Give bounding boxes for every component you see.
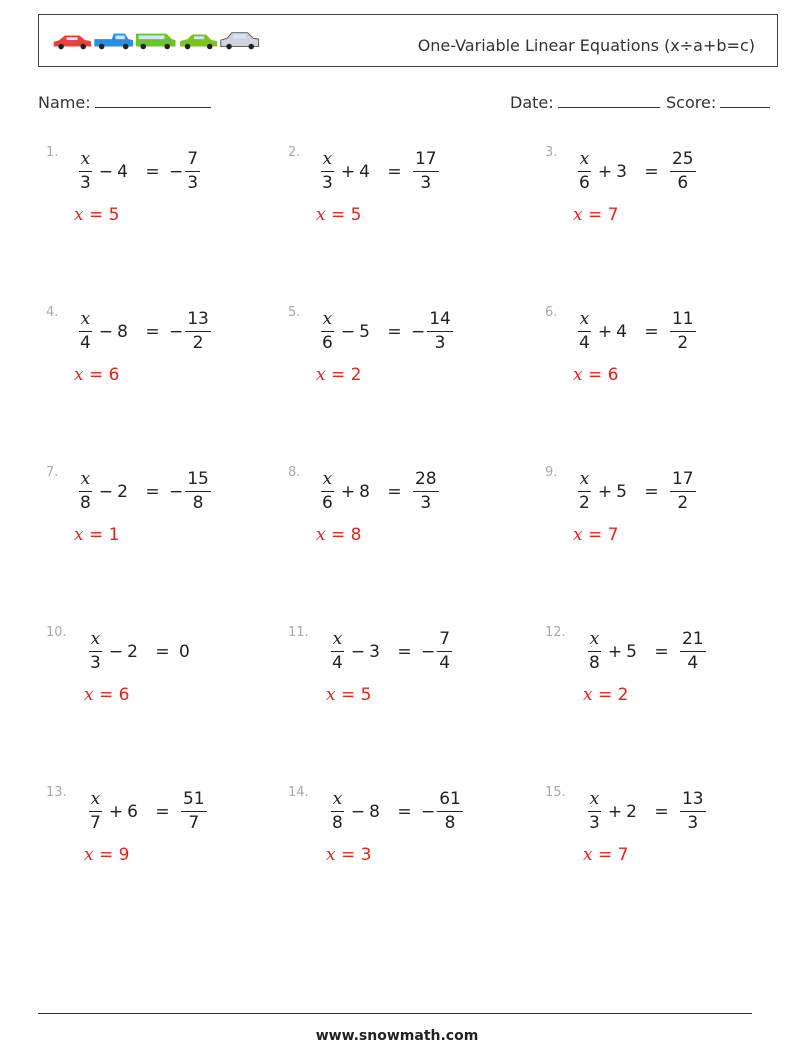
lhs-variable: x (79, 151, 93, 172)
answer-value: = 7 (582, 525, 619, 545)
lhs-fraction (88, 631, 103, 672)
rhs-fraction (181, 791, 207, 832)
problem-item (46, 465, 266, 555)
lhs-denominator: 4 (579, 333, 590, 353)
spacer (384, 802, 389, 822)
lhs-denominator: 3 (322, 173, 333, 193)
lhs-fraction (587, 791, 602, 832)
constant-b: 6 (127, 801, 138, 822)
lhs-variable: x (321, 311, 335, 332)
rhs-denominator: 4 (687, 653, 699, 673)
spacer (132, 162, 137, 182)
problem-number: 10. (46, 625, 67, 640)
answer-variable: x (326, 685, 336, 705)
rhs-numerator: 7 (185, 151, 200, 172)
answer-variable: x (316, 365, 326, 385)
problem-item (288, 305, 508, 395)
rhs-fraction (670, 471, 696, 512)
problem-number: 1. (46, 145, 59, 160)
rhs-denominator: 7 (188, 813, 200, 833)
operator: − (350, 641, 366, 662)
lhs-denominator: 6 (322, 493, 333, 513)
problem-item (288, 625, 508, 715)
operator: + (607, 801, 623, 822)
operator: − (340, 321, 356, 342)
lhs-denominator: 6 (322, 333, 333, 353)
constant-b: 2 (626, 801, 637, 822)
lhs-variable: x (578, 311, 592, 332)
problem-number: 4. (46, 305, 59, 320)
equation (575, 311, 698, 352)
lhs-denominator: 4 (332, 653, 343, 673)
constant-b: 2 (117, 481, 128, 502)
lhs-denominator: 4 (80, 333, 91, 353)
constant-b: 3 (616, 161, 627, 182)
lhs-fraction (577, 311, 592, 352)
lhs-variable: x (79, 471, 93, 492)
answer-value: = 8 (325, 525, 362, 545)
lhs-variable: x (321, 471, 335, 492)
answer-variable: x (316, 205, 326, 225)
problem-number: 12. (545, 625, 566, 640)
rhs-numerator: 61 (437, 791, 463, 812)
problem-number: 7. (46, 465, 59, 480)
constant-b: 4 (359, 161, 370, 182)
operator: + (597, 161, 613, 182)
operator: − (98, 481, 114, 502)
problem-number: 6. (545, 305, 558, 320)
answer-variable: x (84, 845, 94, 865)
problem-item (46, 785, 266, 875)
rhs-sign: − (168, 161, 184, 182)
equals-sign: = (644, 161, 664, 182)
lhs-denominator: 8 (589, 653, 600, 673)
rhs-denominator: 3 (187, 173, 199, 193)
problem-number: 15. (545, 785, 566, 800)
operator: − (98, 321, 114, 342)
equals-sign: = (387, 321, 407, 342)
equals-sign: = (145, 321, 165, 342)
equals-sign: = (387, 481, 407, 502)
rhs-fraction (680, 631, 706, 672)
answer-value: = 9 (93, 845, 130, 865)
problem-item (46, 145, 266, 235)
answer-value: = 2 (592, 685, 629, 705)
answer (84, 685, 129, 705)
equation (575, 471, 698, 512)
car-icon-silver-suv (221, 33, 259, 50)
rhs-denominator: 2 (677, 493, 689, 513)
lhs-variable: x (588, 791, 602, 812)
lhs-denominator: 2 (579, 493, 590, 513)
answer-variable: x (573, 365, 583, 385)
problem-item (545, 625, 765, 715)
answer-value: = 3 (335, 845, 372, 865)
lhs-fraction (577, 471, 592, 512)
spacer (641, 642, 646, 662)
lhs-variable: x (89, 791, 103, 812)
lhs-variable: x (321, 151, 335, 172)
equals-sign: = (644, 321, 664, 342)
equals-sign: = (155, 641, 175, 662)
rhs-numerator: 14 (427, 311, 453, 332)
constant-b: 8 (117, 321, 128, 342)
operator: + (340, 161, 356, 182)
rhs-fraction (670, 311, 696, 352)
score-blank[interactable] (720, 93, 770, 108)
equation (328, 791, 465, 832)
score-label: Score: (666, 93, 717, 112)
equals-sign: = (654, 641, 674, 662)
name-field (38, 93, 211, 112)
answer (316, 205, 361, 225)
rhs-fraction (437, 631, 452, 672)
answer (74, 205, 119, 225)
operator: − (350, 801, 366, 822)
lhs-fraction (320, 151, 335, 192)
problem-item (288, 465, 508, 555)
answer-variable: x (326, 845, 336, 865)
answer-value: = 2 (325, 365, 362, 385)
answer-value: = 5 (325, 205, 362, 225)
constant-b: 5 (616, 481, 627, 502)
rhs-numerator: 28 (413, 471, 439, 492)
lhs-denominator: 3 (90, 653, 101, 673)
problem-number: 14. (288, 785, 309, 800)
rhs-numerator: 15 (185, 471, 211, 492)
rhs-denominator: 2 (677, 333, 689, 353)
problem-item (545, 465, 765, 555)
answer-variable: x (316, 525, 326, 545)
rhs-denominator: 8 (192, 493, 204, 513)
operator: + (597, 481, 613, 502)
name-blank[interactable] (95, 93, 211, 108)
rhs-numerator: 7 (437, 631, 452, 652)
rhs-fraction (427, 311, 453, 352)
operator: − (108, 641, 124, 662)
problem-number: 3. (545, 145, 558, 160)
equation (86, 791, 209, 832)
score-field (666, 93, 770, 112)
answer (84, 845, 129, 865)
equals-sign: = (145, 161, 165, 182)
lhs-denominator: 3 (589, 813, 600, 833)
rhs-numerator: 11 (670, 311, 696, 332)
answer-variable: x (74, 205, 84, 225)
lhs-fraction (577, 151, 592, 192)
lhs-fraction (320, 471, 335, 512)
rhs-sign: − (168, 481, 184, 502)
spacer (142, 802, 147, 822)
rhs-sign: − (420, 641, 436, 662)
constant-b: 8 (369, 801, 380, 822)
rhs-fraction (670, 151, 696, 192)
constant-b: 2 (127, 641, 138, 662)
lhs-variable: x (578, 471, 592, 492)
constant-b: 5 (626, 641, 637, 662)
equals-sign: = (145, 481, 165, 502)
rhs-value: 0 (178, 641, 190, 662)
answer-value: = 5 (83, 205, 120, 225)
problem-item (545, 145, 765, 235)
lhs-fraction (320, 311, 335, 352)
equation (318, 151, 441, 192)
operator: + (607, 641, 623, 662)
operator: + (108, 801, 124, 822)
name-label: Name: (38, 93, 91, 112)
answer (326, 845, 371, 865)
constant-b: 4 (117, 161, 128, 182)
rhs-denominator: 3 (434, 333, 446, 353)
problem-number: 9. (545, 465, 558, 480)
answer-value: = 6 (93, 685, 130, 705)
operator: + (340, 481, 356, 502)
equation (328, 631, 454, 672)
answer-variable: x (74, 525, 84, 545)
operator: + (597, 321, 613, 342)
lhs-fraction (88, 791, 103, 832)
car-icon-red (54, 35, 92, 49)
lhs-fraction (78, 471, 93, 512)
constant-b: 3 (369, 641, 380, 662)
lhs-variable: x (578, 151, 592, 172)
spacer (374, 482, 379, 502)
problem-item (46, 625, 266, 715)
answer (573, 205, 618, 225)
equals-sign: = (397, 641, 417, 662)
lhs-variable: x (588, 631, 602, 652)
answer-value: = 7 (592, 845, 629, 865)
rhs-sign: − (420, 801, 436, 822)
spacer (631, 162, 636, 182)
answer (74, 525, 119, 545)
car-icon-green-van (136, 34, 176, 50)
problem-number: 13. (46, 785, 67, 800)
rhs-fraction (185, 311, 211, 352)
equation (318, 311, 455, 352)
equals-sign: = (155, 801, 175, 822)
rhs-numerator: 13 (680, 791, 706, 812)
car-icon-lime (180, 35, 217, 50)
rhs-denominator: 8 (444, 813, 456, 833)
problem-number: 5. (288, 305, 301, 320)
rhs-fraction (437, 791, 463, 832)
answer (74, 365, 119, 385)
rhs-denominator: 4 (439, 653, 451, 673)
answer (316, 365, 361, 385)
equation (76, 311, 213, 352)
header-box (38, 14, 778, 67)
rhs-fraction (413, 151, 439, 192)
answer-variable: x (583, 685, 593, 705)
lhs-fraction (587, 631, 602, 672)
date-field (510, 93, 660, 112)
equals-sign: = (654, 801, 674, 822)
equation (318, 471, 441, 512)
spacer (641, 802, 646, 822)
rhs-sign: − (168, 321, 184, 342)
rhs-numerator: 51 (181, 791, 207, 812)
lhs-fraction (330, 631, 345, 672)
rhs-sign: − (410, 321, 426, 342)
lhs-denominator: 7 (90, 813, 101, 833)
rhs-denominator: 3 (687, 813, 699, 833)
spacer (132, 482, 137, 502)
rhs-numerator: 13 (185, 311, 211, 332)
spacer (374, 162, 379, 182)
lhs-denominator: 3 (80, 173, 91, 193)
rhs-fraction (185, 151, 200, 192)
problem-item (545, 305, 765, 395)
equation (585, 791, 708, 832)
footer-url: www.snowmath.com (315, 1028, 479, 1044)
rhs-denominator: 3 (420, 173, 432, 193)
answer-variable: x (583, 845, 593, 865)
problem-number: 8. (288, 465, 301, 480)
rhs-denominator: 6 (677, 173, 689, 193)
answer-value: = 6 (83, 365, 120, 385)
problem-number: 11. (288, 625, 309, 640)
spacer (631, 322, 636, 342)
answer (583, 845, 628, 865)
answer-variable: x (74, 365, 84, 385)
answer-value: = 5 (335, 685, 372, 705)
car-icon-blue-pickup (94, 34, 133, 50)
car-icons (43, 29, 273, 53)
answer (316, 525, 361, 545)
equation (86, 631, 190, 672)
date-blank[interactable] (558, 93, 660, 108)
rhs-numerator: 21 (680, 631, 706, 652)
equation (76, 471, 213, 512)
lhs-variable: x (89, 631, 103, 652)
worksheet-title: One-Variable Linear Equations (x÷a+b=c) (417, 36, 755, 55)
rhs-fraction (680, 791, 706, 832)
answer-value: = 1 (83, 525, 120, 545)
answer (573, 525, 618, 545)
rhs-numerator: 17 (413, 151, 439, 172)
rhs-denominator: 3 (420, 493, 432, 513)
equation (575, 151, 698, 192)
operator: − (98, 161, 114, 182)
equals-sign: = (397, 801, 417, 822)
equation (76, 151, 202, 192)
answer-variable: x (573, 525, 583, 545)
lhs-denominator: 6 (579, 173, 590, 193)
footer-divider (38, 1013, 752, 1014)
lhs-fraction (330, 791, 345, 832)
rhs-numerator: 25 (670, 151, 696, 172)
lhs-variable: x (79, 311, 93, 332)
answer-variable: x (84, 685, 94, 705)
problem-item (288, 145, 508, 235)
answer-value: = 7 (582, 205, 619, 225)
spacer (374, 322, 379, 342)
equals-sign: = (387, 161, 407, 182)
spacer (384, 642, 389, 662)
answer (583, 685, 628, 705)
lhs-fraction (78, 311, 93, 352)
rhs-denominator: 2 (192, 333, 204, 353)
equals-sign: = (644, 481, 664, 502)
rhs-numerator: 17 (670, 471, 696, 492)
answer-variable: x (573, 205, 583, 225)
rhs-fraction (413, 471, 439, 512)
rhs-fraction (185, 471, 211, 512)
answer-value: = 6 (582, 365, 619, 385)
answer (573, 365, 618, 385)
lhs-fraction (78, 151, 93, 192)
lhs-denominator: 8 (80, 493, 91, 513)
lhs-denominator: 8 (332, 813, 343, 833)
constant-b: 4 (616, 321, 627, 342)
lhs-variable: x (331, 791, 345, 812)
constant-b: 5 (359, 321, 370, 342)
equation (585, 631, 708, 672)
problem-number: 2. (288, 145, 301, 160)
spacer (142, 642, 147, 662)
problem-item (46, 305, 266, 395)
problem-item (545, 785, 765, 875)
constant-b: 8 (359, 481, 370, 502)
problem-item (288, 785, 508, 875)
spacer (631, 482, 636, 502)
spacer (132, 322, 137, 342)
answer (326, 685, 371, 705)
lhs-variable: x (331, 631, 345, 652)
date-label: Date: (510, 93, 554, 112)
